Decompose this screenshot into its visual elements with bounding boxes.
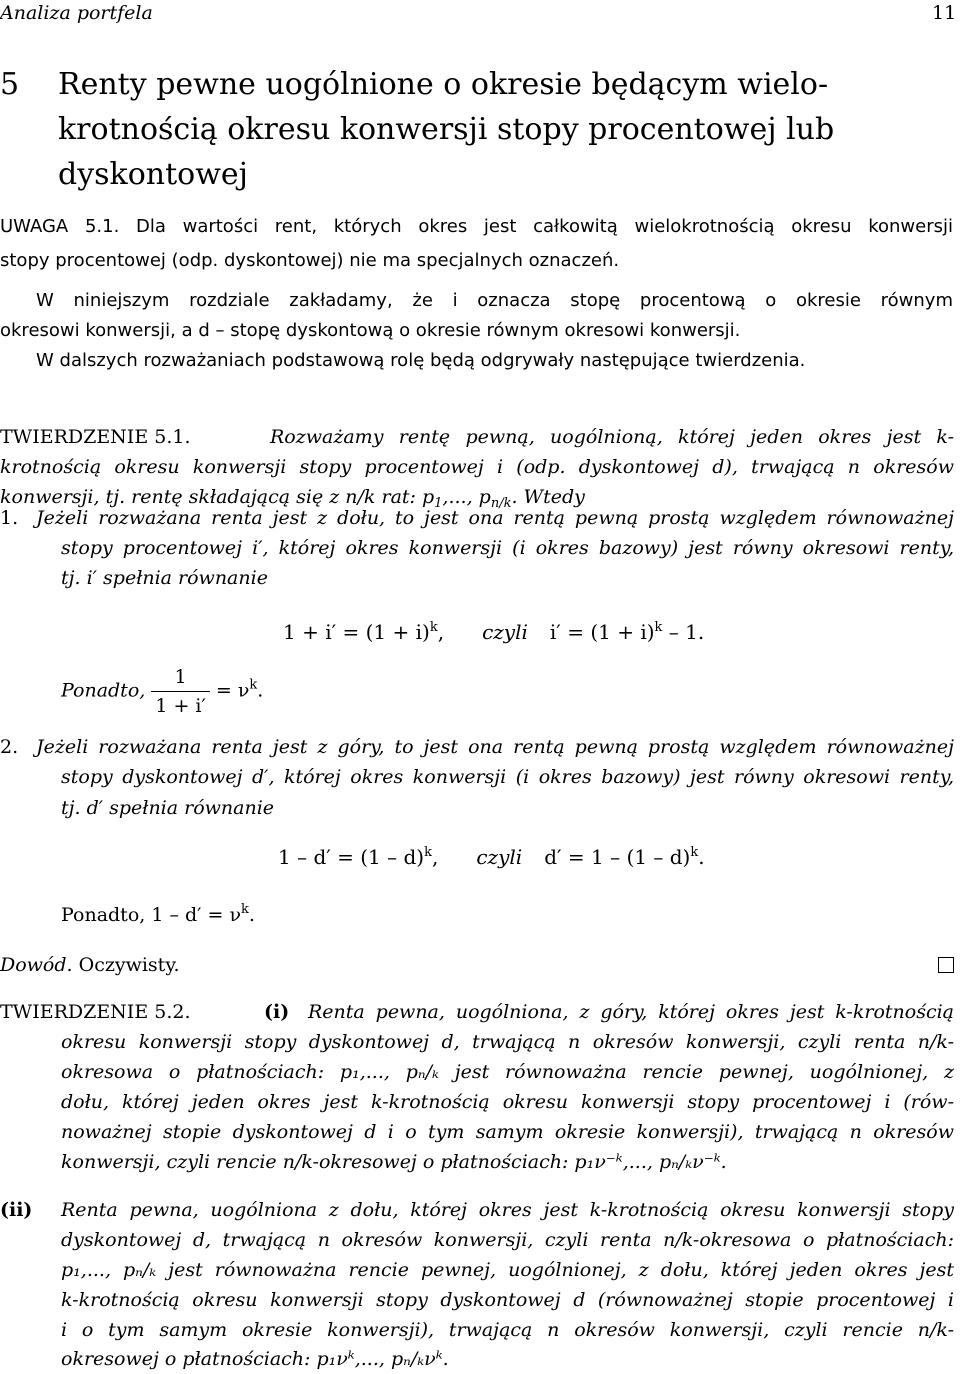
intro-line-3: W dalszych rozważaniach podstawową rolę będą odgrywały następujące twierdzenia. bbox=[36, 350, 806, 371]
fraction: $\frac{1}{1 + i'}$ bbox=[151, 663, 209, 720]
item-1-line-1: Jeżeli rozważana renta jest z dołu, to jest ona rentą pewną prostą względem równoważnej bbox=[36, 507, 954, 529]
section-title-line-1: Renty pewne uogólnione o okresie będącym wielo- bbox=[58, 67, 829, 102]
item-1-line-3: tj. i′ spełnia równanie bbox=[61, 567, 268, 589]
item-1-number: 1. bbox=[0, 507, 19, 529]
item-2-ponadto: Ponadto, $1 - d' = \nu^k$. bbox=[61, 902, 255, 926]
theorem-2-part-i-line-6: konwersji, czyli rencie n/k-okresowej o płatnościach: p₁ν⁻ᵏ,..., pₙ/ₖν⁻ᵏ. bbox=[61, 1151, 727, 1173]
theorem-2-part-ii-line-6: okresowej o płatnościach: p₁νᵏ,..., pₙ/ₖνᵏ. bbox=[61, 1348, 449, 1370]
item-1-ponadto: Ponadto, $\frac{1}{1 + i'}$ = $\nu^k$. bbox=[61, 663, 263, 720]
theorem-1-line-1: Rozważamy rentę pewną, uogólnioną, której jeden okres jest k- bbox=[270, 426, 954, 448]
theorem-2-label: TWIERDZENIE 5.2. bbox=[0, 1001, 191, 1023]
theorem-2-part-ii-line-2: dyskontowej d, trwającą n okresów konwersji, czyli renta n/k-okresowa o płatnościach: bbox=[61, 1229, 954, 1251]
equation-1: $1 + i' = (1 + i)^k$, czyli $i' = (1 + i)^k - 1$. bbox=[283, 620, 705, 644]
page-number: 11 bbox=[932, 2, 957, 24]
item-2-line-2: stopy dyskontowej d′, której okres konwersji (i okres bazowy) jest równy okresowi renty, bbox=[61, 766, 954, 788]
theorem-2-part-i-line-3: okresowa o płatnościach: p₁,..., pₙ/ₖ jest równoważna rencie pewnej, uogólnionej, z bbox=[61, 1061, 954, 1083]
section-number: 5 bbox=[0, 67, 20, 102]
section-title-line-2: krotnością okresu konwersji stopy procentowej lub bbox=[58, 112, 835, 147]
theorem-2-part-ii-line-3: p₁,..., pₙ/ₖ jest równoważna rencie pewnej, uogólnionej, z dołu, której jeden okres jest bbox=[61, 1259, 954, 1281]
theorem-2-part-ii-line-4: k-krotnością okresu konwersji stopy dyskontowej d (równoważnej stopie procentowej i bbox=[61, 1289, 954, 1311]
theorem-2-part-i-line-5: noważnej stopie dyskontowej d i o tym samym okresie konwersji), trwającą n okresów bbox=[61, 1121, 954, 1143]
intro-line-1: W niniejszym rozdziale zakładamy, że i oznacza stopę procentową o okresie równym bbox=[36, 290, 953, 311]
theorem-2-part-i-number: (i) bbox=[264, 1001, 290, 1023]
proof-line: Dowód. Oczywisty. bbox=[0, 954, 180, 976]
item-2-number: 2. bbox=[0, 736, 19, 758]
theorem-2-part-ii-number: (ii) bbox=[0, 1199, 33, 1221]
remark-line-1: UWAGA 5.1. Dla wartości rent, których okres jest całkowitą wielokrotnością okresu konwersji bbox=[0, 216, 953, 237]
equation-2: 1 – d′ = (1 – d)$^k$, czyli d′ = 1 – (1 – d)$^k$. bbox=[278, 845, 705, 869]
item-2-line-3: tj. d′ spełnia równanie bbox=[61, 797, 275, 819]
theorem-1-line-2: krotnością okresu konwersji stopy procentowej i (odp. dyskontowej d), trwającą n okresów bbox=[0, 456, 954, 478]
theorem-1-line-3: konwersji, tj. rentę składającą się z n/k rat: $p_1$,..., $p_{n/k}$. Wtedy bbox=[0, 486, 585, 511]
theorem-2-part-i-line-1: Renta pewna, uogólniona, z góry, której okres jest k-krotnością bbox=[308, 1001, 954, 1023]
running-header: Analiza portfela bbox=[0, 2, 153, 24]
item-2-line-1: Jeżeli rozważana renta jest z góry, to jest ona rentą pewną prostą względem równoważnej bbox=[36, 736, 954, 758]
remark-line-2: stopy procentowej (odp. dyskontowej) nie ma specjalnych oznaczeń. bbox=[0, 250, 620, 271]
item-1-line-2: stopy procentowej i′, której okres konwersji (i okres bazowy) jest równy okresowi renty, bbox=[61, 537, 954, 559]
qed-square-icon bbox=[938, 957, 954, 973]
section-title-line-3: dyskontowej bbox=[58, 157, 248, 192]
theorem-2-part-ii-line-5: i o tym samym okresie konwersji), trwającą n okresów konwersji, czyli rencie n/k- bbox=[61, 1319, 954, 1341]
theorem-2-part-i-line-4: dołu, której jeden okres jest k-krotnością okresu konwersji stopy procentowej i (rów- bbox=[61, 1091, 954, 1113]
theorem-1-label: TWIERDZENIE 5.1. bbox=[0, 426, 191, 448]
intro-line-2: okresowi konwersji, a d – stopę dyskontową o okresie równym okresowi konwersji. bbox=[0, 320, 741, 341]
theorem-2-part-i-line-2: okresu konwersji stopy dyskontowej d, trwającą n okresów konwersji, czyli renta n/k- bbox=[61, 1031, 954, 1053]
theorem-2-part-ii-line-1: Renta pewna, uogólniona z dołu, której okres jest k-krotnością okresu konwersji stopy bbox=[61, 1199, 954, 1221]
